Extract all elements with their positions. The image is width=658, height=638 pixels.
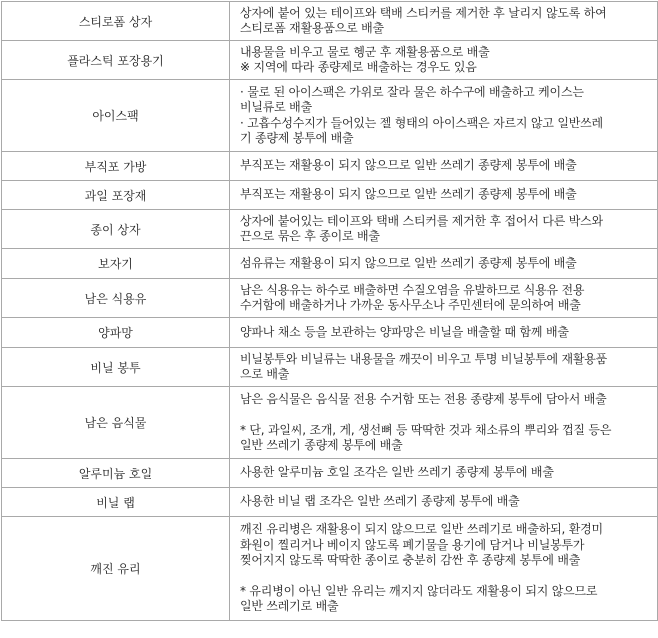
disposal-method-cell: 남은 음식물은 음식물 전용 수거함 또는 전용 종량제 봉투에 담아서 배출 * 단, 과일씨, 조개, 게, 생선뼈 등 딱딱한 것과 채소류의 뿌리와 껍질 등은 일반 쓰레기 종량제 봉투에 배출 [230, 387, 658, 459]
table-row [2, 152, 658, 181]
disposal-method-cell: 부직포는 재활용이 되지 않으므로 일반 쓰레기 종량제 봉투에 배출 [230, 152, 658, 181]
item-name-cell: 보자기 [2, 249, 230, 279]
table-row [2, 41, 658, 80]
disposal-method-cell: 사용한 알루미늄 호일 조각은 일반 쓰레기 종량제 봉투에 배출 [230, 459, 658, 488]
item-name-cell: 깨진 유리 [2, 517, 230, 621]
item-name-cell: 비닐 랩 [2, 488, 230, 517]
item-name-cell: 양파망 [2, 318, 230, 348]
disposal-method-cell: 남은 식용유는 하수로 배출하면 수질오염을 유발하므로 식용유 전용 수거함에 배출하거나 가까운 동사무소나 주민센터에 문의하여 배출 [230, 279, 658, 318]
disposal-method-cell: 양파나 채소 등을 보관하는 양파망은 비닐을 배출할 때 함께 배출 [230, 318, 658, 348]
table-row [2, 517, 658, 621]
item-name-cell: 부직포 가방 [2, 152, 230, 181]
item-name-cell: 과일 포장재 [2, 181, 230, 210]
item-name-cell: 비닐 봉투 [2, 348, 230, 387]
table-row [2, 279, 658, 318]
item-name-cell: 알루미늄 호일 [2, 459, 230, 488]
table-row [2, 488, 658, 517]
disposal-method-cell: 부직포는 재활용이 되지 않으므로 일반 쓰레기 종량제 봉투에 배출 [230, 181, 658, 210]
item-name-cell: 남은 음식물 [2, 387, 230, 459]
item-name-cell: 스티로폼 상자 [2, 2, 230, 41]
item-name-cell: 남은 식용유 [2, 279, 230, 318]
disposal-method-cell: 비닐봉투와 비닐류는 내용물을 깨끗이 비우고 투명 비닐봉투에 재활용품 으로 배출 [230, 348, 658, 387]
table-row [2, 2, 658, 41]
disposal-method-cell: 깨진 유리병은 재활용이 되지 않으므로 일반 쓰레기로 배출하되, 환경미 화원이 찔리거나 베이지 않도록 폐기물을 용기에 담거나 비닐봉투가 찢어지지 않도록 딱딱한 종이로 충분히 감싼 후 종량제 봉투에 배출 * 유리병이 아닌 일반 유리는 깨지지 않더라도 재활용이 되지 않으므로 일반 쓰레기로 배출 [230, 517, 658, 621]
item-name-cell: 아이스팩 [2, 80, 230, 152]
table-row [2, 80, 658, 152]
disposal-method-cell: 사용한 비닐 랩 조각은 일반 쓰레기 종량제 봉투에 배출 [230, 488, 658, 517]
table-row [2, 249, 658, 279]
table-row [2, 459, 658, 488]
table-row [2, 348, 658, 387]
item-name-cell: 종이 상자 [2, 210, 230, 249]
disposal-method-cell: 섬유류는 재활용이 되지 않으므로 일반 쓰레기 종량제 봉투에 배출 [230, 249, 658, 279]
table-row [2, 318, 658, 348]
table-row [2, 387, 658, 459]
disposal-method-cell: 상자에 붙어 있는 테이프와 택배 스티커를 제거한 후 날리지 않도록 하여 스티로폼 재활용품으로 배출 [230, 2, 658, 41]
table-row [2, 181, 658, 210]
disposal-method-cell: · 물로 된 아이스팩은 가위로 잘라 물은 하수구에 배출하고 케이스는 비닐류로 배출 · 고흡수성수지가 들어있는 젤 형태의 아이스팩은 자르지 않고 일반쓰레 기 종량제 봉투에 배출 [230, 80, 658, 152]
disposal-method-cell: 내용물을 비우고 물로 헹군 후 재활용품으로 배출 ※ 지역에 따라 종량제로 배출하는 경우도 있음 [230, 41, 658, 80]
item-name-cell: 플라스틱 포장용기 [2, 41, 230, 80]
disposal-method-cell: 상자에 붙어있는 테이프와 택배 스티커를 제거한 후 접어서 다른 박스와 끈으로 묶은 후 종이로 배출 [230, 210, 658, 249]
disposal-guide-table [1, 1, 658, 621]
table-row [2, 210, 658, 249]
